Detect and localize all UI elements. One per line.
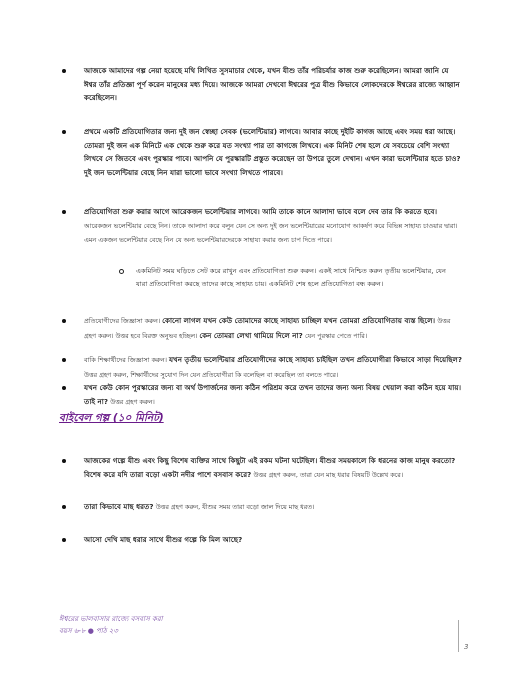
- bullet-dot-icon: [62, 210, 66, 214]
- intro-text: আজকে আমাদের গল্প নেয়া হয়েছে মথি লিখিত সুসমাচার থেকে, যখন যীশু তাঁর পরিচর্যার কাজ শুরু করেছিলেন। আমরা জানি যে ঈশ্বর তাঁর প্রতিজ্ঞা পূর্ণ করেন মানুষের মধ্য দিয়ে। আজকে আমরা দেখবো ঈশ্বরের পুত্র যীশু কিভাবে লোকদেরকে ঈশ্বরের রাজ্যে আহ্বান করেছিলেন।: [84, 66, 460, 103]
- bullet-dot-icon: [62, 505, 66, 509]
- competitor-answer-post: যেন পুরস্কার পেতে পারি।: [304, 331, 368, 340]
- page-footer: [59, 614, 163, 637]
- audience-questions: [84, 353, 462, 382]
- bullet-dot-icon: [62, 319, 66, 323]
- audience-question-intro: বাকি শিক্ষার্থীদের জিজ্ঞাসা করুন।: [84, 356, 169, 364]
- hard-work-question: [84, 381, 462, 409]
- story-question-2: তারা কিভাবে মাছ ধরত?: [84, 502, 154, 511]
- competitor-questions: [84, 314, 462, 343]
- bullet-dot-icon: [62, 459, 66, 463]
- story-bullet-2: [84, 500, 462, 515]
- story-question-1: আজকের গল্পে যীশু এবং কিছু বিশেষ ব্যক্তির সাথে কিছুটা এই রকম ঘটনা ঘটেছিল। যীশুর সময়কালে কি ধরনের কাজ মানুষ করতো? বিশেষ করে যদি তারা বড়ো একটা নদীর পাশে বসবাস করে?: [84, 456, 456, 479]
- competitor-question-bold-2: কেন তোমরা লেখা থামিয়ে দিলে না?: [199, 330, 303, 340]
- story-answer-2: উত্তর গ্রহণ করুন, যীশুর সময় তারা বড়ো জাল দিয়ে মাছ ধরত।: [155, 503, 315, 511]
- competition-instructions: [84, 125, 462, 179]
- story-bullet-3: [84, 533, 462, 547]
- hard-work-bold: যখন কেউ কোন পুরস্কারের জন্য বা অর্থ উপার্জনের জন্য কঠিন পরিশ্রম করে তখন তাদের জন্য অন্য বিষয় খেয়াল করা কঠিন হয়ে যায়। তাই না?: [84, 383, 462, 406]
- third-volunteer-bold: প্রতিযোগিতা শুরু করার আগে আরেকজন ভলেন্টিয়ার লাগবে। আমি তাকে কানে আলাদা ভাবে বলে দেব তার কি করতে হবে।: [84, 207, 437, 216]
- competitor-answer-note: উত্তর গ্রহণ করুন। উত্তর হবে বিরক্ত অনুভব হচ্ছিল।: [84, 317, 451, 340]
- bullet-dot-icon: [62, 538, 66, 542]
- story-question-3: আসো দেখি মাছ ধরার সাথে যীশুর গল্পে কি মিল আছে?: [84, 535, 243, 544]
- competition-text: প্রথমে একটি প্রতিযোগিতার জন্য দুই জন স্বেচ্ছা সেবক (ভলেন্টিয়ার) লাগবে। আবার কাছে দুইটি কাগজ আছে এবং সময় ধরা আছে। তোমরা দুই জন এক মিনিটে এক থেকে শুরু করে যত সংখ্যা পার তা কাগজে লিখবে। এক মিনিট শেষ হলে যে সবচেয়ে বেশি সংখ্যা লিখবে সে জিতবে এবং পুরস্কার পাবে। আপনি যে পুরস্কারটি প্রস্তুত করেছেন তা উপরে তুলে দেখান। এখন কারা ভলেন্টিয়ার হতে চাও? দুই জন ভলেন্টিয়ার বেছে নিন যারা ভালো ভাবে সংখ্যা লিখতে পারবে।: [84, 127, 461, 177]
- bullet-dot-icon: [62, 69, 66, 73]
- timer-sub-bullet: [136, 265, 456, 290]
- third-volunteer-note: আরেকজন ভলেন্টিয়ার বেছে নিন। তাকে আলাদা করে বলুন যেন সে অন্য দুই জন ভলেন্টিয়ারের মনোযোগ আকর্ষণ করে বিভিন্ন সাহায্য চাওয়ার দ্বারা। এমন একজন ভলেন্টিয়ার বেছে নিন যে অন্য ভলেন্টিয়ারদেরকে সাহায্য করার জন্য চাপ দিতে পারে।: [84, 221, 458, 245]
- hard-work-note: উত্তর গ্রহণ করুন।: [110, 397, 155, 406]
- footer-subtitle: বয়স ৬-৮ ● পাঠ ২৩: [59, 626, 118, 635]
- circle-bullet-icon: [119, 269, 124, 274]
- footer-title: ঈশ্বরের ভালবাসার রাজ্যে বসবাস করা: [59, 615, 163, 623]
- section-title-bible-story: বাইবেল গল্প (১০ মিনিট): [59, 412, 164, 424]
- competitor-question-intro: প্রতিযোগীদের জিজ্ঞাসা করুন।: [84, 317, 163, 325]
- footer-divider: [458, 620, 459, 652]
- competitor-question-bold: কোনো লাগল যখন কেউ তোমাদের কাছে সাহায্য চাচ্ছিল যখন তোমরা প্রতিযোগিতায় ব্যস্ত ছিলে।: [162, 316, 436, 325]
- audience-question-bold: যখন তৃতীয় ভলেন্টিয়ার প্রতিযোগীদের কাছে সাহায্য চাইছিল তখন প্রতিযোগীরা কিভাবে সাড়া দিয়েছিল?: [168, 355, 462, 364]
- audience-answer-note: উত্তর গ্রহণ করুন, শিক্ষার্থীদের সুযোগ দিন যেন প্রতিযোগীরা কি বলেছিল বা করেছিল তা বলতে পারে।: [84, 370, 339, 379]
- story-bullet-1: [84, 454, 462, 482]
- page-number: 3: [464, 643, 469, 651]
- timer-text: একমিনিট সময় ঘড়িতে সেট করে রাখুন এবং প্রতিযোগিতা শুরু করুন। একই সাথে নিশ্চিত করুন তৃতীয় ভলেন্টিয়ার, যেন যারা প্রতিযোগিতা করছে তাদের কাছে সাহায্য চায়। একমিনিট শেষ হলে প্রতিযোগিতা বন্ধ করুন।: [136, 267, 446, 288]
- story-answer-1: উত্তর গ্রহণ করুন, তারা যেন মাছ ধরার বিষয়টি উল্লেখ করে।: [253, 470, 404, 479]
- bullet-dot-icon: [62, 386, 66, 390]
- bullet-dot-icon: [62, 130, 66, 134]
- bullet-dot-icon: [62, 358, 66, 362]
- third-volunteer-instructions: [84, 205, 462, 248]
- intro-paragraph: [84, 64, 462, 105]
